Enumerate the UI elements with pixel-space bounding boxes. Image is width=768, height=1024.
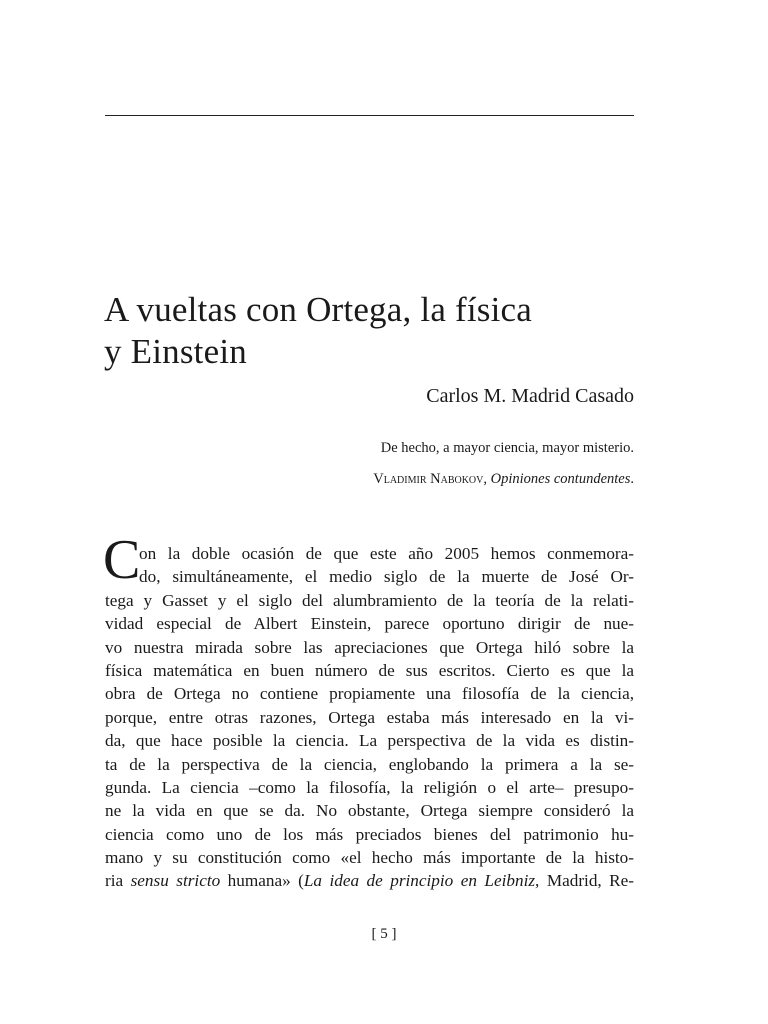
body-line [105,869,634,892]
page-number: [ 5 ] [371,926,397,942]
drop-cap: C [103,529,141,591]
body-line: gunda. La ciencia –como la filosofía, la religión o el arte– presupo- [105,777,634,797]
title-line-2: y Einstein [104,332,247,371]
body-line: porque, entre otras razones, Ortega estaba más interesado en la vi- [105,707,634,727]
title-line-1: A vueltas con Ortega, la física [104,290,532,329]
body-line: obra de Ortega no contiene propiamente una filosofía de la ciencia, [105,684,634,704]
epigraph-quote: De hecho, a mayor ciencia, mayor misterio. [380,440,634,456]
epigraph-source-title: Opiniones contundentes [490,471,631,487]
text-run: ria [105,871,124,891]
text-run: humana» ( [227,871,304,891]
body-paragraph [105,542,634,893]
body-line: ciencia como uno de los más preciados bienes del patrimonio hu- [105,824,634,844]
article-author: Carlos M. Madrid Casado [426,385,634,407]
body-line: do, simultáneamente, el medio siglo de la muerte de José Or- [139,567,634,587]
body-line: on la doble ocasión de que este año 2005 hemos conmemora- [139,544,634,563]
epigraph-author: Vladimir Nabokov [373,471,484,487]
body-line: vo nuestra mirada sobre las apreciaciones que Ortega hiló sobre la [105,637,634,657]
header-rule [105,115,634,116]
body-line: tega y Gasset y el siglo del alumbramiento de la teoría de la relati- [105,590,634,610]
italic-phrase: sensu stricto [130,871,221,891]
article-title [104,289,644,373]
body-line: física matemática en buen número de sus escritos. Cierto es que la [105,660,634,680]
body-line: ta de la perspectiva de la ciencia, englobando la primera a la se- [105,754,634,774]
body-line: vidad especial de Albert Einstein, parece oportuno dirigir de nue- [105,614,634,634]
epigraph-attribution: Vladimir Nabokov, Opiniones contundentes. [373,471,634,487]
epigraph-end-punct: . [630,471,634,487]
body-line: ne la vida en que se da. No obstante, Ortega siempre consideró la [105,801,634,821]
body-line: mano y su constitución como «el hecho más importante de la histo- [105,848,634,868]
body-line: da, que hace posible la ciencia. La perspectiva de la vida es distin- [105,731,634,751]
text-run: , Madrid, Re- [535,871,634,891]
cited-work-title: La idea de principio en Leibniz [303,871,536,891]
